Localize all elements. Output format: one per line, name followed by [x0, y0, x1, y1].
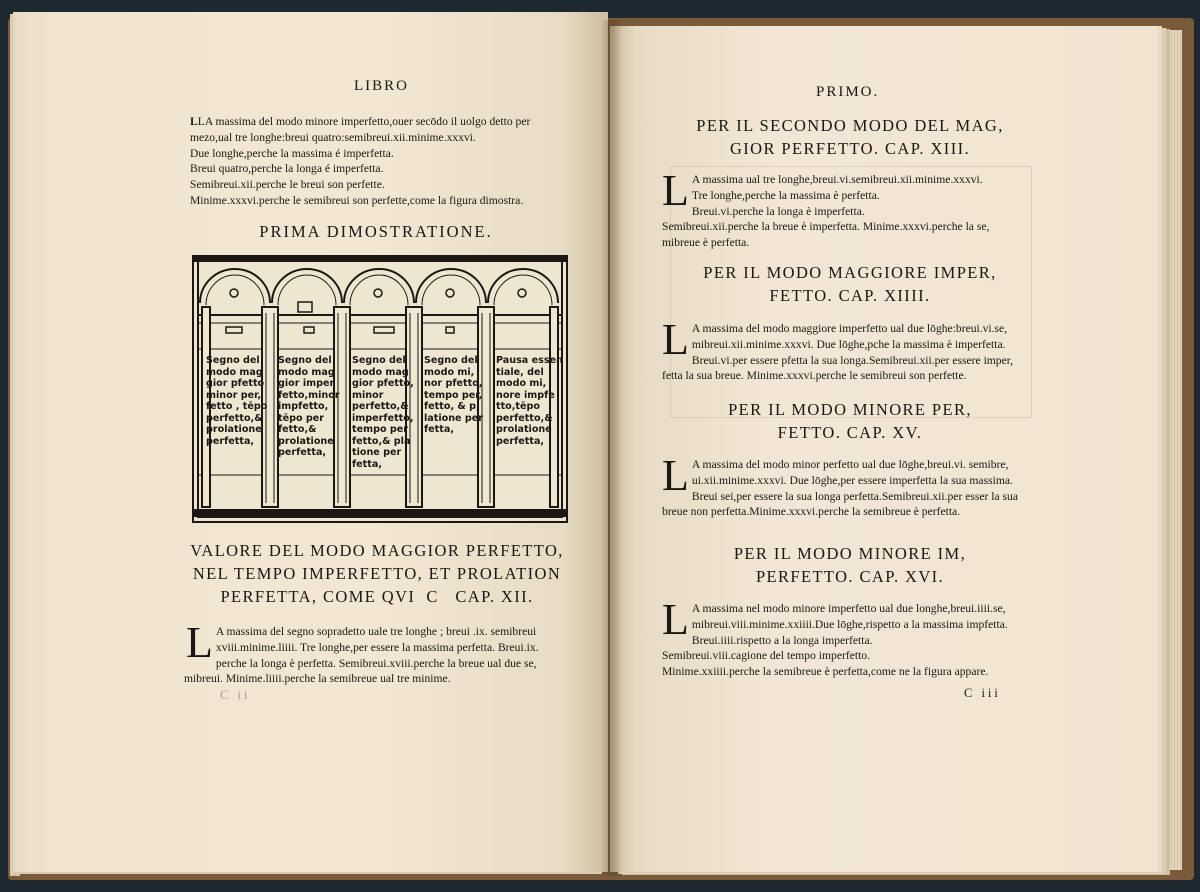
- mensuration-sign: C: [426, 587, 439, 606]
- section-heading-xvi: PER IL MODO MINORE IM, PERFETTO. CAP. XVI.: [733, 544, 967, 586]
- section-heading-xiii: PER IL SECONDO MODO DEL MAG, GIOR PERFETTO. CAP. XIII.: [696, 116, 1004, 158]
- right-signature: C iii: [964, 686, 1001, 700]
- woodcut-column-5: Pausa essen tiale, del modo mi, nore impfe tto,tēpo perfetto,& prolatione perfetta,: [496, 355, 563, 447]
- intro-line: Semibreui.xii.perche le breui son perfette.: [190, 178, 385, 192]
- left-intro-paragraph: [190, 114, 590, 209]
- section-body-xvi: L A massima nel modo minore imperfetto ual due longhe,breui.iiii.se, mibreui.viii.minime.xxiiii.Due lōghe,rispetto a la massima impfetta. Breui.iiii.rispetto a la longa imperfetta. Semibreui.viii.cagione del tempo imperfetto. Minime.xxiiii.perche la semibreue è perfetta,come ne la figura appare.: [662, 595, 1008, 679]
- left-body-paragraph: L A massima del segno sopradetto uale tre longhe ; breui .ix. semibreui xviii.minime.liiii. Tre longhe,per essere la massima perfetta. Breui.ix. perche la longa è perfetta. Semibreui.xviii.perche la breue ual due se, mibreui. Minime.liiii.perche la semibreue ual tre minime.: [184, 618, 539, 686]
- right-running-head: PRIMO.: [816, 84, 880, 100]
- left-page: [16, 12, 608, 872]
- drop-initial: L: [186, 618, 213, 667]
- initial-ornament: L: [190, 115, 198, 128]
- woodcut-column-4: Segno del modo mi, nor pfetto, tempo per, fetto, & p, latione per fetta,: [424, 355, 484, 435]
- drop-initial: L: [662, 166, 689, 215]
- right-page: [610, 26, 1158, 872]
- woodcut-illustration: [192, 255, 568, 523]
- drop-initial: L: [662, 451, 689, 500]
- left-signature: C ii: [220, 688, 251, 702]
- left-chapter-heading: VALORE DEL MODO MAGGIOR PERFETTO, NEL TEMPO IMPERFETTO, ET PROLATION PERFETTA, COME QVI C CAP. XII.: [190, 541, 564, 606]
- section-body-xiii: L A massima ual tre longhe,breui.vi.semibreui.xii.minime.xxxvi. Tre longhe,perche la massima è perfetta. Breui.vi.perche la longa è imperfetta. Semibreui.xii.perche la breue è imperfetta. Minime.xxxvi.perche la se, mibreue è perfetta.: [662, 166, 990, 250]
- intro-line: Due longhe,perche la massima é imperfetta.: [190, 146, 394, 160]
- figure-title: PRIMA DIMOSTRATIONE.: [259, 222, 493, 241]
- right-page-edges: [1160, 30, 1182, 870]
- section-heading-xiiii: PER IL MODO MAGGIORE IMPER, FETTO. CAP. XIIII.: [703, 263, 997, 305]
- section-heading-xv: PER IL MODO MINORE PER, FETTO. CAP. XV.: [728, 400, 972, 442]
- drop-initial: L: [662, 595, 689, 644]
- left-running-head: LIBRO: [354, 78, 409, 94]
- drop-initial: L: [662, 315, 689, 364]
- woodcut-column-3: Segno del modo mag gior pfetto, minor perfetto,& imperfetto, tempo per fetto,& pla tione per fetta,: [352, 355, 414, 470]
- section-body-xiiii: L A massima del modo maggiore imperfetto ual due lōghe:breui.vi.se, mibreui.xii.minime.xxxvi. Due lōghe,pche la massima è imperfetta. Breui.vi.per essere pfetta la sua longa.Semibreui.xii.per essere imper, fetta la sua breue. Minime.xxxvi.perche le semibreui son perfette.: [662, 315, 1014, 383]
- intro-line: mezo,ual tre longhe:breui quatro:semibreui.xii.minime.xxxvi.: [190, 130, 476, 144]
- woodcut-column-1: Segno del modo mag gior pfetto minor per, fetto , tēpo perfetto,& prolatione perfetta,: [206, 355, 268, 447]
- section-body-xv: L A massima del modo minor perfetto ual due lōghe,breui.vi. semibre, ui.xii.minime.xxxvi. Due lōghe,per essere imperfetta la sua massima. Breui sei,per essere la sua longa perfetta.Semibreui.xii.per esser la sua breue non perfetta.Minime.xxxvi.perche la semibreue è perfetta.: [662, 451, 1019, 519]
- intro-line: Minime.xxxvi.perche le semibreui son perfette,come la figura dimostra.: [190, 193, 524, 207]
- intro-line: LLA massima del modo minore imperfetto,ouer secōdo il uolgo detto per: [190, 115, 531, 128]
- book-gutter: [600, 20, 622, 876]
- woodcut-column-2: Segno del modo mag gior imper fetto,minor impfetto, tēpo per fetto,& prolatione perfetta,: [278, 355, 340, 458]
- intro-line: Breui quatro,perche la longa é imperfetta.: [190, 162, 384, 176]
